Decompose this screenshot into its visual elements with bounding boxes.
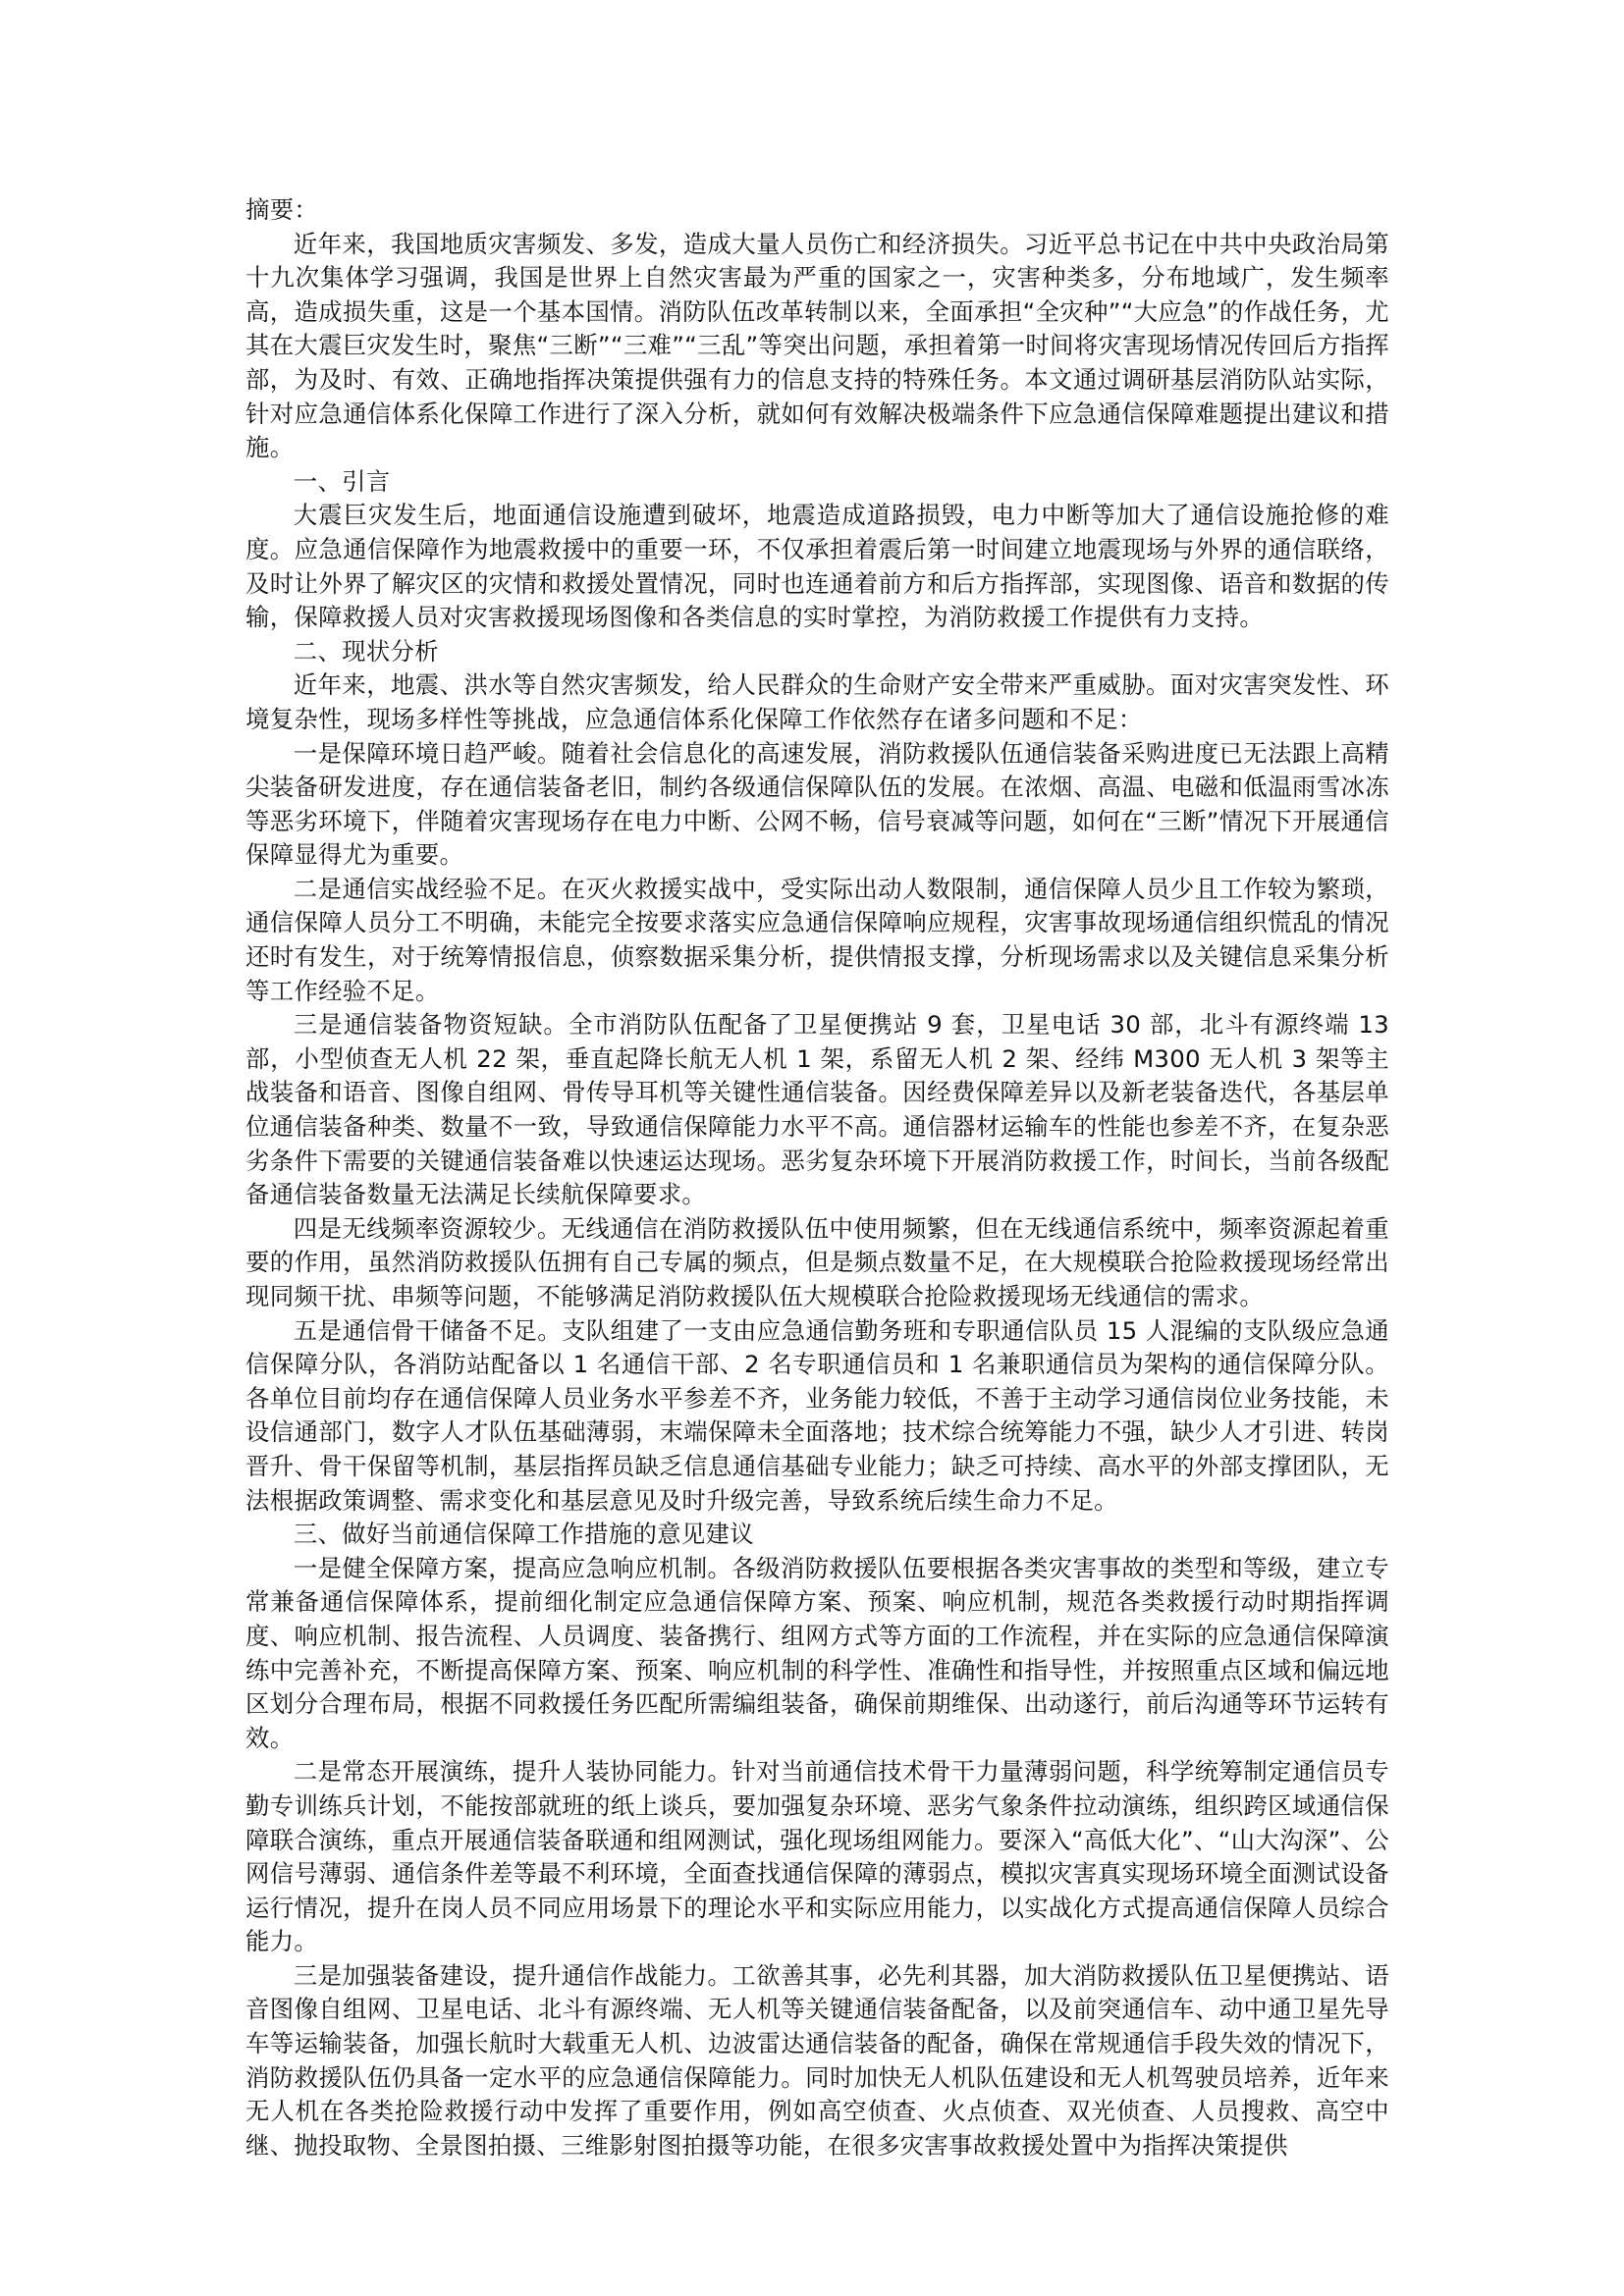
section-heading-status-analysis: 二、现状分析 <box>293 636 439 666</box>
paragraph: 大震巨灾发生后，地面通信设施遭到破坏，地震造成道路损毁，电力中断等加大了通信设施抢修的难度。应急通信保障作为地震救援中的重要一环，不仅承担着震后第一时间建立地震现场与外界的通信联络，及时让外界了解灾区的灾情和救援处置情况，同时也连通着前方和后方指挥部，实现图像、语音和数据的传输，保障救援人员对灾害救援现场图像和各类信息的实时掌控，为消防救援工作提供有力支持。 <box>245 501 1389 632</box>
section-heading-suggestions: 三、做好当前通信保障工作措施的意见建议 <box>293 1520 754 1549</box>
paragraph: 二是常态开展演练，提升人装协同能力。针对当前通信技术骨干力量薄弱问题，科学统筹制定通信员专勤专训练兵计划，不能按部就班的纸上谈兵，要加强复杂环境、恶劣气象条件拉动演练，组织跨区域通信保障联合演练，重点开展通信装备联通和组网测试，强化现场组网能力。要深入“高低大化”、“山大沟深”、公网信号薄弱、通信条件差等最不利环境，全面查找通信保障的薄弱点，模拟灾害真实现场环境全面测试设备运行情况，提升在岗人员不同应用场景下的理论水平和实际应用能力，以实战化方式提高通信保障人员综合能力。 <box>245 1757 1389 1956</box>
document-page <box>245 193 1389 2163</box>
paragraph: 三是通信装备物资短缺。全市消防队伍配备了卫星便携站 9 套，卫星电话 30 部，北斗有源终端 13 部，小型侦查无人机 22 架，垂直起降长航无人机 1 架，系留无人机 2 架、经纬 M300 无人机 3 架等主战装备和语音、图像自组网、骨传导耳机等关键性通信装备。因经费保障差异以及新老装备迭代，各基层单位通信装备种类、数量不一致，导致通信保障能力水平不高。通信器材运输车的性能也参差不齐，在复杂恶劣条件下需要的关键通信装备难以快速运达现场。恶劣复杂环境下开展消防救援工作，时间长，当前各级配备通信装备数量无法满足长续航保障要求。 <box>245 1010 1389 1209</box>
paragraph: 四是无线频率资源较少。无线通信在消防救援队伍中使用频繁，但在无线通信系统中，频率资源起着重要的作用，虽然消防救援队伍拥有自己专属的频点，但是频点数量不足，在大规模联合抢险救援现场经常出现同频干扰、串频等问题，不能够满足消防救援队伍大规模联合抢险救援现场无线通信的需求。 <box>245 1213 1389 1310</box>
paragraph: 三是加强装备建设，提升通信作战能力。工欲善其事，必先利其器，加大消防救援队伍卫星便携站、语音图像自组网、卫星电话、北斗有源终端、无人机等关键通信装备配备，以及前突通信车、动中通卫星先导车等运输装备，加强长航时大载重无人机、边波雷达通信装备的配备，确保在常规通信手段失效的情况下，消防救援队伍仍具备一定水平的应急通信保障能力。同时加快无人机队伍建设和无人机驾驶员培养，近年来无人机在各类抢险救援行动中发挥了重要作用，例如高空侦查、火点侦查、双光侦查、人员搜救、高空中继、抛投取物、全景图拍摄、三维影射图拍摄等功能，在很多灾害事故救援处置中为指挥决策提供 <box>245 1960 1389 2160</box>
paragraph: 一是保障环境日趋严峻。随着社会信息化的高速发展，消防救援队伍通信装备采购进度已无法跟上高精尖装备研发进度，存在通信装备老旧，制约各级通信保障队伍的发展。在浓烟、高温、电磁和低温雨雪冰冻等恶劣环境下，伴随着灾害现场存在电力中断、公网不畅，信号衰减等问题，如何在“三断”情况下开展通信保障显得尤为重要。 <box>245 738 1389 870</box>
abstract-paragraph: 近年来，我国地质灾害频发、多发，造成大量人员伤亡和经济损失。习近平总书记在中共中央政治局第十九次集体学习强调，我国是世界上自然灾害最为严重的国家之一，灾害种类多，分布地域广，发生频率高，造成损失重，这是一个基本国情。消防队伍改革转制以来，全面承担“全灾种”“大应急”的作战任务，尤其在大震巨灾发生时，聚焦“三断”“三难”“三乱”等突出问题，承担着第一时间将灾害现场情况传回后方指挥部，为及时、有效、正确地指挥决策提供强有力的信息支持的特殊任务。本文通过调研基层消防队站实际，针对应急通信体系化保障工作进行了深入分析，就如何有效解决极端条件下应急通信保障难题提出建议和措施。 <box>245 229 1389 462</box>
paragraph: 一是健全保障方案，提高应急响应机制。各级消防救援队伍要根据各类灾害事故的类型和等级，建立专常兼备通信保障体系，提前细化制定应急通信保障方案、预案、响应机制，规范各类救援行动时期指挥调度、响应机制、报告流程、人员调度、装备携行、组网方式等方面的工作流程，并在实际的应急通信保障演练中完善补充，不断提高保障方案、预案、响应机制的科学性、准确性和指导性，并按照重点区域和偏远地区划分合理布局，根据不同救援任务匹配所需编组装备，确保前期维保、出动遂行，前后沟通等环节运转有效。 <box>245 1553 1389 1752</box>
paragraph: 近年来，地震、洪水等自然灾害频发，给人民群众的生命财产安全带来严重威胁。面对灾害突发性、环境复杂性，现场多样性等挑战，应急通信体系化保障工作依然存在诸多问题和不足： <box>245 670 1389 733</box>
paragraph: 五是通信骨干储备不足。支队组建了一支由应急通信勤务班和专职通信队员 15 人混编的支队级应急通信保障分队，各消防站配备以 1 名通信干部、2 名专职通信员和 1 名兼职通信员为架构的通信保障分队。各单位目前均存在通信保障人员业务水平参差不齐，业务能力较低，不善于主动学习通信岗位业务技能，未设信通部门，数字人才队伍基础薄弱，末端保障未全面落地；技术综合统筹能力不强，缺少人才引进、转岗晋升、骨干保留等机制，基层指挥员缺乏信息通信基础专业能力；缺乏可持续、高水平的外部支撑团队，无法根据政策调整、需求变化和基层意见及时升级完善，导致系统后续生命力不足。 <box>245 1315 1389 1515</box>
section-heading-introduction: 一、引言 <box>293 466 391 496</box>
paragraph: 二是通信实战经验不足。在灭火救援实战中，受实际出动人数限制，通信保障人员少且工作较为繁琐，通信保障人员分工不明确，未能完全按要求落实应急通信保障响应规程，灾害事故现场通信组织慌乱的情况还时有发生，对于统筹情报信息，侦察数据采集分析，提供情报支撑，分析现场需求以及关键信息采集分析等工作经验不足。 <box>245 874 1389 1005</box>
abstract-label: 摘要： <box>245 195 319 224</box>
